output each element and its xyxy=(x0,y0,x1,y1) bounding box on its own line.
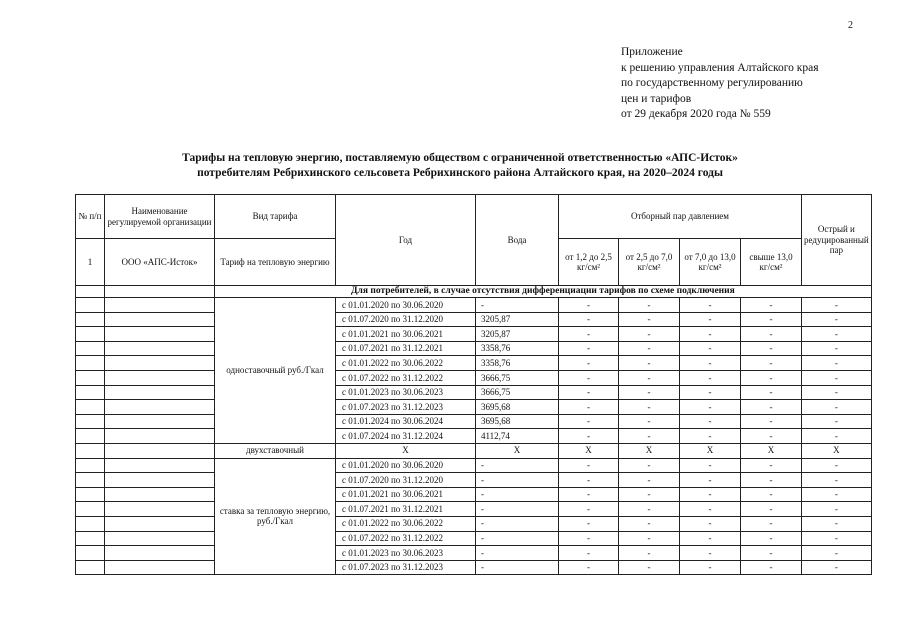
dash-cell: - xyxy=(680,385,741,400)
row-num: 1 xyxy=(76,239,105,286)
dash-cell: - xyxy=(619,370,680,385)
table-row xyxy=(76,560,872,575)
water-value-cell: 4112,74 xyxy=(476,429,559,444)
table-row xyxy=(76,298,872,313)
x-mark-cell: Х xyxy=(802,443,872,458)
empty-cell xyxy=(76,546,105,561)
dash-cell: - xyxy=(741,370,802,385)
dash-cell: - xyxy=(680,473,741,488)
dash-cell: - xyxy=(802,516,872,531)
dash-cell: - xyxy=(680,429,741,444)
empty-cell xyxy=(76,414,105,429)
empty-cell xyxy=(76,502,105,517)
dash-cell: - xyxy=(559,516,619,531)
water-value-cell: - xyxy=(476,458,559,473)
dash-cell: - xyxy=(559,370,619,385)
dash-cell: - xyxy=(741,531,802,546)
header-steam-3: от 7,0 до 13,0 кг/см² xyxy=(680,239,741,286)
dash-cell: - xyxy=(741,516,802,531)
header-steam-group: Отборный пар давлением xyxy=(559,195,802,239)
dash-cell: - xyxy=(619,502,680,517)
empty-cell xyxy=(76,286,105,298)
empty-cell xyxy=(76,473,105,488)
header-org: Наименование регулируемой организации xyxy=(105,195,215,239)
empty-cell xyxy=(76,531,105,546)
empty-cell xyxy=(105,327,215,342)
period-cell: с 01.01.2020 по 30.06.2020 xyxy=(336,458,476,473)
period-cell: с 01.07.2020 по 31.12.2020 xyxy=(336,473,476,488)
appendix-line: цен и тарифов xyxy=(621,92,692,105)
table-row xyxy=(76,429,872,444)
header-steam-2: от 2,5 до 7,0 кг/см² xyxy=(619,239,680,286)
empty-cell xyxy=(76,312,105,327)
dash-cell: - xyxy=(619,312,680,327)
table-row xyxy=(76,473,872,488)
empty-cell xyxy=(105,298,215,313)
dash-cell: - xyxy=(802,385,872,400)
water-value-cell: - xyxy=(476,487,559,502)
period-cell: с 01.07.2020 по 31.12.2020 xyxy=(336,312,476,327)
empty-cell xyxy=(76,516,105,531)
appendix-line: к решению управления Алтайского края xyxy=(621,61,819,74)
dash-cell: - xyxy=(680,546,741,561)
x-mark-cell: Х xyxy=(741,443,802,458)
table-row xyxy=(76,546,872,561)
dash-cell: - xyxy=(619,298,680,313)
empty-cell xyxy=(76,458,105,473)
dash-cell: - xyxy=(741,546,802,561)
empty-cell xyxy=(105,370,215,385)
dash-cell: - xyxy=(559,502,619,517)
table-row xyxy=(76,502,872,517)
dash-cell: - xyxy=(680,458,741,473)
dash-cell: - xyxy=(619,341,680,356)
dash-cell: - xyxy=(559,487,619,502)
water-value-cell: - xyxy=(476,560,559,575)
dash-cell: - xyxy=(680,414,741,429)
dash-cell: - xyxy=(619,473,680,488)
table-row xyxy=(76,356,872,371)
empty-cell xyxy=(76,298,105,313)
dash-cell: - xyxy=(741,298,802,313)
dash-cell: - xyxy=(802,298,872,313)
dash-cell: - xyxy=(741,385,802,400)
period-cell: с 01.01.2023 по 30.06.2023 xyxy=(336,385,476,400)
dash-cell: - xyxy=(802,429,872,444)
period-cell: с 01.07.2021 по 31.12.2021 xyxy=(336,341,476,356)
dash-cell: - xyxy=(802,458,872,473)
dash-cell: - xyxy=(619,458,680,473)
empty-cell xyxy=(105,473,215,488)
dash-cell: - xyxy=(802,356,872,371)
period-cell: с 01.01.2021 по 30.06.2021 xyxy=(336,327,476,342)
dash-cell: - xyxy=(802,312,872,327)
dash-cell: - xyxy=(741,458,802,473)
dash-cell: - xyxy=(741,429,802,444)
x-mark-cell: Х xyxy=(559,443,619,458)
table-row xyxy=(76,487,872,502)
dash-cell: - xyxy=(680,516,741,531)
empty-cell xyxy=(105,487,215,502)
period-cell: с 01.01.2020 по 30.06.2020 xyxy=(336,298,476,313)
dash-cell: - xyxy=(802,400,872,415)
empty-cell xyxy=(105,341,215,356)
dash-cell: - xyxy=(619,414,680,429)
empty-cell xyxy=(105,356,215,371)
document-title-line-1: Тарифы на тепловую энергию, поставляемую обществом с ограниченной ответственностью «АПС-Исток» xyxy=(182,152,738,164)
empty-cell xyxy=(105,516,215,531)
header-year: Год xyxy=(336,195,476,286)
page-number: 2 xyxy=(848,20,853,31)
dash-cell: - xyxy=(680,560,741,575)
dash-cell: - xyxy=(619,356,680,371)
table-row xyxy=(76,443,872,458)
empty-cell xyxy=(105,546,215,561)
period-cell: с 01.01.2022 по 30.06.2022 xyxy=(336,516,476,531)
table-row xyxy=(76,414,872,429)
water-value-cell: 3695,68 xyxy=(476,414,559,429)
dash-cell: - xyxy=(741,400,802,415)
water-value-cell: 3666,75 xyxy=(476,385,559,400)
empty-cell xyxy=(105,458,215,473)
table-row xyxy=(76,327,872,342)
water-value-cell: - xyxy=(476,516,559,531)
dash-cell: - xyxy=(680,370,741,385)
table-row xyxy=(76,400,872,415)
dash-cell: - xyxy=(619,531,680,546)
dash-cell: - xyxy=(680,502,741,517)
dash-cell: - xyxy=(741,473,802,488)
table-row xyxy=(76,370,872,385)
tariff-type-label: ставка за тепловую энергию, руб./Гкал xyxy=(215,458,336,575)
table-row xyxy=(76,516,872,531)
dash-cell: - xyxy=(802,487,872,502)
tariff-kind-value: Тариф на тепловую энергию xyxy=(215,239,336,286)
empty-cell xyxy=(105,429,215,444)
dash-cell: - xyxy=(619,327,680,342)
dash-cell: - xyxy=(802,370,872,385)
water-value-cell: - xyxy=(476,531,559,546)
period-cell: с 01.01.2024 по 30.06.2024 xyxy=(336,414,476,429)
appendix-line: Приложение xyxy=(621,46,683,58)
water-value-cell: 3666,75 xyxy=(476,370,559,385)
dash-cell: - xyxy=(741,327,802,342)
dash-cell: - xyxy=(680,531,741,546)
water-value-cell: - xyxy=(476,298,559,313)
two-part-label: двухставочный xyxy=(215,443,336,458)
dash-cell: - xyxy=(802,502,872,517)
period-cell: с 01.07.2023 по 31.12.2023 xyxy=(336,400,476,415)
period-cell: с 01.07.2023 по 31.12.2023 xyxy=(336,560,476,575)
empty-cell xyxy=(76,385,105,400)
dash-cell: - xyxy=(559,312,619,327)
tariff-type-label: одноставочный руб./Гкал xyxy=(215,298,336,444)
tariff-table xyxy=(75,194,872,575)
dash-cell: - xyxy=(559,341,619,356)
empty-cell xyxy=(105,531,215,546)
dash-cell: - xyxy=(802,473,872,488)
header-tariff-kind: Вид тарифа xyxy=(215,195,336,239)
period-cell: с 01.01.2021 по 30.06.2021 xyxy=(336,487,476,502)
water-value-cell: 3358,76 xyxy=(476,341,559,356)
dash-cell: - xyxy=(619,487,680,502)
empty-cell xyxy=(76,560,105,575)
empty-cell xyxy=(105,414,215,429)
section-header: Для потребителей, в случае отсутствия дифференциации тарифов по схеме подключения xyxy=(215,286,872,298)
dash-cell: - xyxy=(619,400,680,415)
table-row xyxy=(76,312,872,327)
dash-cell: - xyxy=(619,560,680,575)
dash-cell: - xyxy=(802,560,872,575)
dash-cell: - xyxy=(619,516,680,531)
dash-cell: - xyxy=(741,414,802,429)
dash-cell: - xyxy=(559,400,619,415)
empty-cell xyxy=(105,312,215,327)
dash-cell: - xyxy=(802,531,872,546)
dash-cell: - xyxy=(741,502,802,517)
empty-cell xyxy=(105,502,215,517)
dash-cell: - xyxy=(802,546,872,561)
dash-cell: - xyxy=(559,385,619,400)
dash-cell: - xyxy=(619,429,680,444)
empty-cell xyxy=(76,327,105,342)
empty-cell xyxy=(76,341,105,356)
dash-cell: - xyxy=(741,560,802,575)
empty-cell xyxy=(76,356,105,371)
dash-cell: - xyxy=(559,298,619,313)
empty-cell xyxy=(76,429,105,444)
appendix-line: от 29 декабря 2020 года № 559 xyxy=(621,108,771,121)
dash-cell: - xyxy=(802,341,872,356)
water-value-cell: 3205,87 xyxy=(476,327,559,342)
dash-cell: - xyxy=(619,546,680,561)
empty-cell xyxy=(105,560,215,575)
dash-cell: - xyxy=(559,356,619,371)
dash-cell: - xyxy=(741,487,802,502)
dash-cell: - xyxy=(559,429,619,444)
dash-cell: - xyxy=(559,546,619,561)
dash-cell: - xyxy=(741,312,802,327)
water-value-cell: 3695,68 xyxy=(476,400,559,415)
dash-cell: - xyxy=(680,356,741,371)
dash-cell: - xyxy=(559,560,619,575)
header-num: № п/п xyxy=(76,195,105,239)
dash-cell: - xyxy=(680,341,741,356)
empty-cell xyxy=(76,443,105,458)
table-row xyxy=(76,458,872,473)
header-steam-4: свыше 13,0 кг/см² xyxy=(741,239,802,286)
water-value-cell: - xyxy=(476,502,559,517)
dash-cell: - xyxy=(559,414,619,429)
empty-cell xyxy=(76,487,105,502)
water-value-cell: 3205,87 xyxy=(476,312,559,327)
dash-cell: - xyxy=(559,327,619,342)
dash-cell: - xyxy=(680,487,741,502)
table-row xyxy=(76,385,872,400)
empty-cell xyxy=(105,443,215,458)
dash-cell: - xyxy=(741,341,802,356)
period-cell: с 01.07.2021 по 31.12.2021 xyxy=(336,502,476,517)
empty-cell xyxy=(105,286,215,298)
dash-cell: - xyxy=(559,531,619,546)
water-value-cell: 3358,76 xyxy=(476,356,559,371)
water-value-cell: - xyxy=(476,546,559,561)
dash-cell: - xyxy=(680,400,741,415)
empty-cell xyxy=(105,400,215,415)
x-mark-cell: Х xyxy=(476,443,559,458)
water-value-cell: - xyxy=(476,473,559,488)
x-mark-cell: Х xyxy=(336,443,476,458)
x-mark-cell: Х xyxy=(619,443,680,458)
period-cell: с 01.07.2022 по 31.12.2022 xyxy=(336,370,476,385)
document-title-line-2: потребителям Ребрихинского сельсовета Ребрихинского района Алтайского края, на 2020–2024 годы xyxy=(197,167,723,179)
header-steam-1: от 1,2 до 2,5 кг/см² xyxy=(559,239,619,286)
empty-cell xyxy=(76,400,105,415)
table-row xyxy=(76,341,872,356)
dash-cell: - xyxy=(680,298,741,313)
dash-cell: - xyxy=(680,312,741,327)
period-cell: с 01.07.2024 по 31.12.2024 xyxy=(336,429,476,444)
dash-cell: - xyxy=(619,385,680,400)
header-water: Вода xyxy=(476,195,559,286)
dash-cell: - xyxy=(802,414,872,429)
x-mark-cell: Х xyxy=(680,443,741,458)
appendix-block xyxy=(621,45,819,123)
period-cell: с 01.01.2022 по 30.06.2022 xyxy=(336,356,476,371)
empty-cell xyxy=(76,370,105,385)
appendix-line: по государственному регулированию xyxy=(621,77,803,90)
dash-cell: - xyxy=(559,473,619,488)
period-cell: с 01.07.2022 по 31.12.2022 xyxy=(336,531,476,546)
dash-cell: - xyxy=(680,327,741,342)
dash-cell: - xyxy=(802,327,872,342)
dash-cell: - xyxy=(559,458,619,473)
header-sharp-steam: Острый и редуцированный пар xyxy=(802,195,872,286)
table-row xyxy=(76,531,872,546)
org-name: ООО «АПС-Исток» xyxy=(105,239,215,286)
period-cell: с 01.01.2023 по 30.06.2023 xyxy=(336,546,476,561)
empty-cell xyxy=(105,385,215,400)
dash-cell: - xyxy=(741,356,802,371)
